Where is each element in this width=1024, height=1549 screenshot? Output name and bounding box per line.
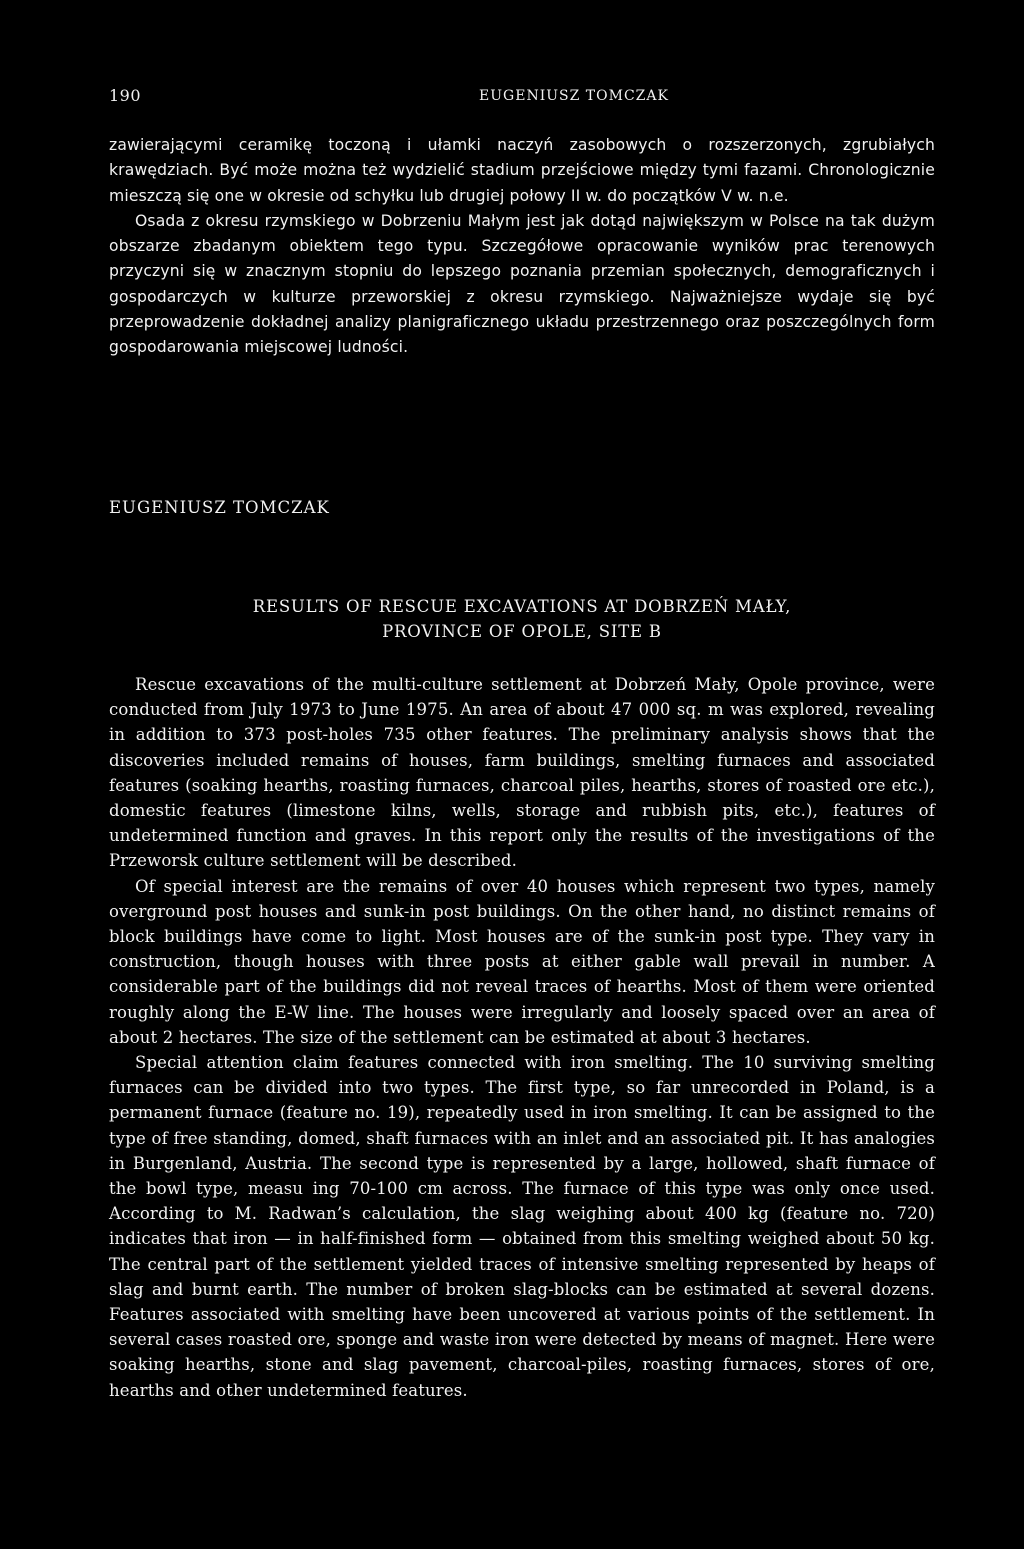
article-title bbox=[109, 594, 935, 644]
running-header bbox=[109, 86, 935, 110]
english-summary-section bbox=[109, 672, 935, 1403]
polish-paragraph-continued: zawierającymi ceramikę toczoną i ułamki naczyń zasobowych o rozszerzonych, zgrubiałych krawędziach. Być może można też wydzielić stadium przejściowe między tymi fazami. Chronologicznie mieszczą się one w okresie od schyłku lub drugiej połowy II w. do początków V w. n.e. bbox=[109, 136, 935, 205]
article-title-line-1: RESULTS OF RESCUE EXCAVATIONS AT DOBRZEŃ MAŁY, bbox=[252, 597, 792, 616]
article-author: EUGENIUSZ TOMCZAK bbox=[109, 498, 330, 517]
running-title: EUGENIUSZ TOMCZAK bbox=[479, 88, 669, 104]
article-title-line-2: PROVINCE OF OPOLE, SITE B bbox=[382, 622, 662, 641]
english-paragraph: Of special interest are the remains of over 40 houses which represent two types, namely overground post houses and sunk-in post buildings. On the other hand, no distinct remains of block buildings have come to light. Most houses are of the sunk-in post type. They vary in construction, though houses with three posts at either gable wall prevail in number. A considerable part of the buildings did not reveal traces of hearths. Most of them were oriented roughly along the E-W line. The houses were irregularly and loosely spaced over an area of about 2 hectares. The size of the settlement can be estimated at about 3 hectares. bbox=[109, 876, 935, 1047]
english-paragraph: Rescue excavations of the multi-culture settlement at Dobrzeń Mały, Opole province, were conducted from July 1973 to June 1975. An area of about 47 000 sq. m was explored, revealing in addition to 373 post-holes 735 other features. The preliminary analysis shows that the discoveries included remains of houses, farm buildings, smelting furnaces and associated features (soaking hearths, roasting furnaces, charcoal piles, hearths, stores of roasted ore etc.), domestic features (limestone kilns, wells, storage and rubbish pits, etc.), features of undetermined function and graves. In this report only the results of the investigations of the Przeworsk culture settlement will be described. bbox=[109, 675, 935, 871]
page-number: 190 bbox=[109, 86, 142, 105]
english-paragraph: Special attention claim features connected with iron smelting. The 10 surviving smelting furnaces can be divided into two types. The first type, so far unrecorded in Poland, is a permanent furnace (feature no. 19), repeatedly used in iron smelting. It can be assigned to the type of free standing, domed, shaft furnaces with an inlet and an associated pit. It has analogies in Burgenland, Austria. The second type is represented by a large, hollowed, shaft furnace of the bowl type, measu ing 70-100 cm across. The furnace of this type was only once used. According to M. Radwan’s calculation, the slag weighing about 400 kg (feature no. 720) indicates that iron — in half-finished form — obtained from this smelting weighed about 50 kg. The central part of the settlement yielded traces of intensive smelting represented by heaps of slag and burnt earth. The number of broken slag-blocks can be estimated at several dozens. Features associated with smelting have been uncovered at various points of the settlement. In several cases roasted ore, sponge and waste iron were detected by means of magnet. Here were soaking hearths, stone and slag pavement, charcoal-piles, roasting furnaces, stores of ore, hearths and other undetermined features. bbox=[109, 1053, 935, 1400]
polish-text-section bbox=[109, 133, 935, 361]
polish-paragraph: Osada z okresu rzymskiego w Dobrzeniu Małym jest jak dotąd największym w Polsce na tak dużym obszarze zbadanym obiektem tego typu. Szczegółowe opracowanie wyników prac terenowych przyczyni się w znacznym stopniu do lepszego poznania przemian społecznych, demograficznych i gospodarczych w kulturze przeworskiej z okresu rzymskiego. Najważniejsze wydaje się być przeprowadzenie dokładnej analizy planigraficznego układu przestrzennego oraz poszczególnych form gospodarowania miejscowej ludności. bbox=[109, 211, 935, 357]
